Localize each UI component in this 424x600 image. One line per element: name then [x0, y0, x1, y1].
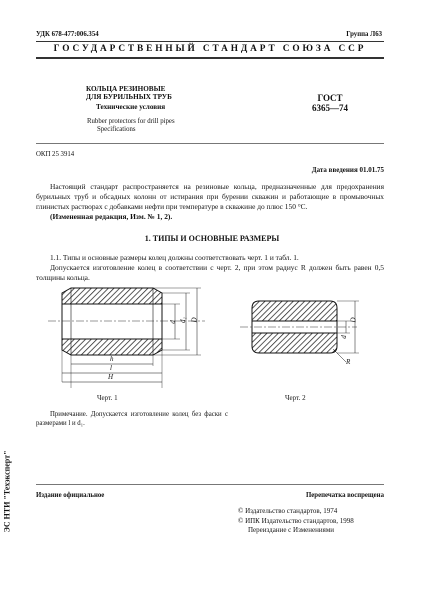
copyright-2: © ИПК Издательство стандартов, 1998 — [238, 516, 354, 525]
udk-code: УДК 678-477:006.354 — [36, 31, 99, 38]
paragraph-1-1-cont: Допускается изготовление колец в соответствии с черт. 2, при этом радиус R должен быть равен 0,5 толщины кольца. — [36, 263, 384, 282]
fig1-caption: Черт. 1 — [97, 394, 118, 402]
doc-title-english-line1: Rubber protectors for drill pipes — [87, 118, 175, 125]
doc-title-line1: КОЛЬЦА РЕЗИНОВЫЕ — [86, 85, 166, 93]
okp-code: ОКП 25 3914 — [36, 151, 75, 158]
side-stamp: ЭС НТИ "Техэксперт" — [2, 450, 12, 533]
fig1-label-h: h — [110, 355, 114, 363]
fig2-label-D: D — [349, 317, 358, 323]
fig1-label-d1: d₁ — [178, 317, 187, 323]
fig2-label-R: R — [346, 358, 351, 366]
paragraph-1-1: 1.1. Типы и основные размеры колец должны соответствовать черт. 1 и табл. 1. — [50, 253, 299, 262]
doc-subtitle: Технические условия — [96, 103, 166, 111]
reprint-prohibited: Перепечатка воспрещена — [306, 492, 384, 499]
fig1-label-D: D — [190, 317, 199, 323]
copyright-1: © Издательство стандартов, 1974 — [238, 507, 338, 515]
revision-note: (Измененная редакция, Изм. № 1, 2). — [50, 212, 173, 221]
fig2-label-d: d — [339, 335, 348, 339]
intro-date: Дата введения 01.01.75 — [311, 166, 384, 174]
fig1-label-H: H — [108, 373, 114, 381]
section-title: 1. ТИПЫ И ОСНОВНЫЕ РАЗМЕРЫ — [144, 234, 280, 243]
fig1-label-l: l — [110, 364, 112, 372]
copyright-block — [238, 507, 384, 536]
group-code: Группа Л63 — [346, 31, 382, 38]
fig2-caption: Черт. 2 — [285, 394, 306, 402]
figure-note: Примечание. Допускается изготовление колец без фаски с размерами l и d₁. — [36, 411, 228, 427]
fig2-top-section — [252, 301, 337, 321]
fig1-label-d: d — [168, 320, 177, 324]
fig2-bottom-section — [252, 333, 337, 353]
footer-rule — [36, 484, 384, 485]
official-edition: Издание официальное — [36, 492, 105, 499]
intro-paragraph: Настоящий стандарт распространяется на резиновые кольца, предназначенные для предохранения бурильных труб и обсадных колонн от истирания при бурении скважин и работающие в промывочных глинистых растворах с добавками нефти при температуре в скважине до плюс 150 °С. — [36, 182, 384, 211]
doc-title-line2: ДЛЯ БУРИЛЬНЫХ ТРУБ — [86, 93, 172, 101]
reissue-note: Переиздание с Изменениями — [248, 526, 335, 534]
gost-label: ГОСТ — [317, 93, 343, 103]
doc-title-english-line2: Specifications — [97, 126, 136, 133]
gost-code: 6365—74 — [312, 103, 348, 113]
standard-banner: ГОСУДАРСТВЕННЫЙ СТАНДАРТ СОЮЗА ССР — [53, 44, 367, 54]
